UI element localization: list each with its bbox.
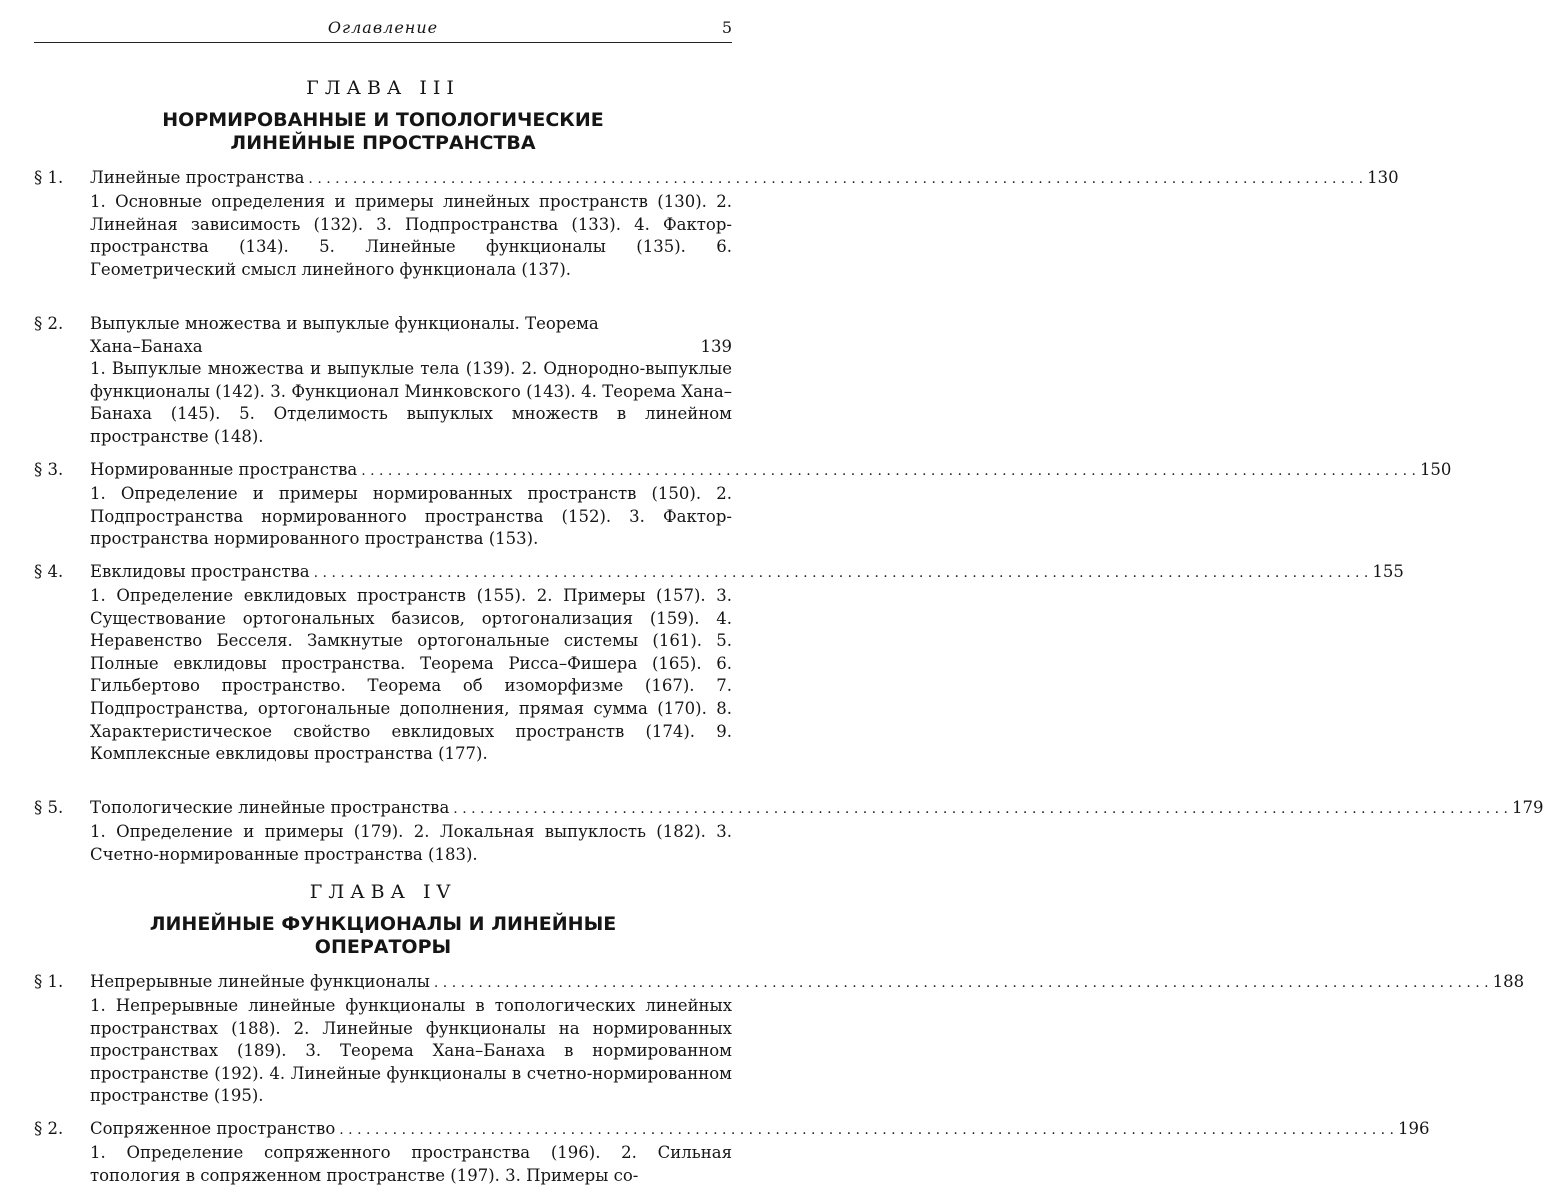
- section-description: 1. Выпуклые множества и выпуклые тела (139). 2. Однородно-выпуклые функционалы (142). 3. Функционал Минковского (143). 4. Теорема Хана–Банаха (145). 5. Отделимость выпуклых множеств в линейном пространстве (148).: [90, 359, 732, 446]
- toc-entry-ch3-s3[interactable]: [34, 458, 1452, 551]
- toc-entry-ch3-s2[interactable]: [34, 312, 732, 448]
- section-page: 139: [700, 337, 732, 356]
- section-number: § 1.: [34, 972, 64, 991]
- toc-entry-ch3-s5[interactable]: [34, 796, 1544, 866]
- toc-entry-ch4-s2[interactable]: [34, 1117, 1430, 1187]
- chapter-label: ГЛАВА IV: [309, 881, 457, 903]
- leader-dots: [308, 168, 1363, 191]
- chapter-title-line: ЛИНЕЙНЫЕ ПРОСТРАНСТВА: [230, 132, 536, 154]
- section-page: 179: [1512, 798, 1544, 817]
- section-description: 1. Определение евклидовых пространств (155). 2. Примеры (157). 3. Существование ортогональных базисов, ортогонализация (159). 4. Неравенство Бесселя. Замкнутые ортогональные системы (161). 5. Полные евклидовы пространства. Теорема Рисса–Фишера (165). 6. Гильбертово пространство. Теорема об изоморфизме (167). 7. Подпространства, ортогональные дополнения, прямая сумма (170). 8. Характеристическое свойство евклидовых пространств (174). 9. Комплексные евклидовы пространства (177).: [90, 586, 732, 764]
- chapter-title: [34, 109, 732, 155]
- chapter-3-heading: [34, 76, 732, 155]
- section-title-continued: Хана–Банаха: [90, 337, 203, 356]
- section-title: Нормированные пространства: [90, 460, 358, 479]
- section-title: Топологические линейные пространства: [90, 798, 450, 817]
- page-number: 5: [721, 18, 732, 37]
- toc-entry-ch4-s1[interactable]: [34, 970, 1525, 1108]
- section-page: 150: [1419, 460, 1452, 479]
- section-number: § 2.: [34, 314, 64, 333]
- section-description: 1. Определение и примеры (179). 2. Локальная выпуклость (182). 3. Счетно-нормированные пространства (183).: [90, 822, 732, 864]
- chapter-4-heading: [34, 880, 732, 959]
- section-description: 1. Основные определения и примеры линейных пространств (130). 2. Линейная зависимость (132). 3. Подпространства (133). 4. Фактор-пространства (134). 5. Линейные функционалы (135). 6. Геометрический смысл линейного функционала (137).: [90, 192, 732, 279]
- section-number: § 3.: [34, 460, 64, 479]
- section-page: 130: [1367, 168, 1399, 187]
- chapter-title: [34, 913, 732, 959]
- leader-dots: [339, 1119, 1394, 1142]
- chapter-title-line: ОПЕРАТОРЫ: [314, 936, 452, 958]
- section-title: Непрерывные линейные функционалы: [90, 972, 430, 991]
- section-title: Линейные пространства: [90, 168, 305, 187]
- chapter-title-line: НОРМИРОВАННЫЕ И ТОПОЛОГИЧЕСКИЕ: [162, 109, 604, 131]
- section-number: § 5.: [34, 798, 64, 817]
- chapter-title-line: ЛИНЕЙНЫЕ ФУНКЦИОНАЛЫ И ЛИНЕЙНЫЕ: [149, 913, 617, 935]
- section-number: § 4.: [34, 562, 64, 581]
- section-description: 1. Определение сопряженного пространства (196). 2. Сильная топология в сопряженном пространстве (197). 3. Примеры со-: [90, 1143, 732, 1185]
- leader-dots: [453, 798, 1508, 821]
- section-page: 196: [1397, 1119, 1430, 1138]
- leader-dots: [361, 460, 1416, 483]
- section-description: 1. Непрерывные линейные функционалы в топологических линейных пространствах (188). 2. Линейные функционалы на нормированных пространствах (189). 3. Теорема Хана–Банаха в нормированном пространстве (192). 4. Линейные функционалы в счетно-нормированном пространстве (195).: [90, 996, 732, 1106]
- leader-dots: [314, 562, 1369, 585]
- header-title: Оглавление: [327, 18, 439, 37]
- section-description: 1. Определение и примеры нормированных пространств (150). 2. Подпространства нормированного пространства (152). 3. Фактор-пространства нормированного пространства (153).: [90, 484, 732, 549]
- chapter-label: ГЛАВА III: [306, 77, 460, 99]
- running-header: [34, 10, 732, 43]
- toc-entry-ch3-s1[interactable]: [34, 166, 1399, 281]
- section-page: 188: [1492, 972, 1525, 991]
- section-title: Сопряженное пространство: [90, 1119, 336, 1138]
- toc-entry-ch3-s4[interactable]: [34, 560, 1404, 766]
- section-title: Выпуклые множества и выпуклые функционалы. Теорема: [90, 314, 599, 333]
- section-number: § 1.: [34, 168, 64, 187]
- leader-dots: [434, 972, 1489, 995]
- section-title: Евклидовы пространства: [90, 562, 310, 581]
- section-number: § 2.: [34, 1119, 64, 1138]
- section-page: 155: [1372, 562, 1404, 581]
